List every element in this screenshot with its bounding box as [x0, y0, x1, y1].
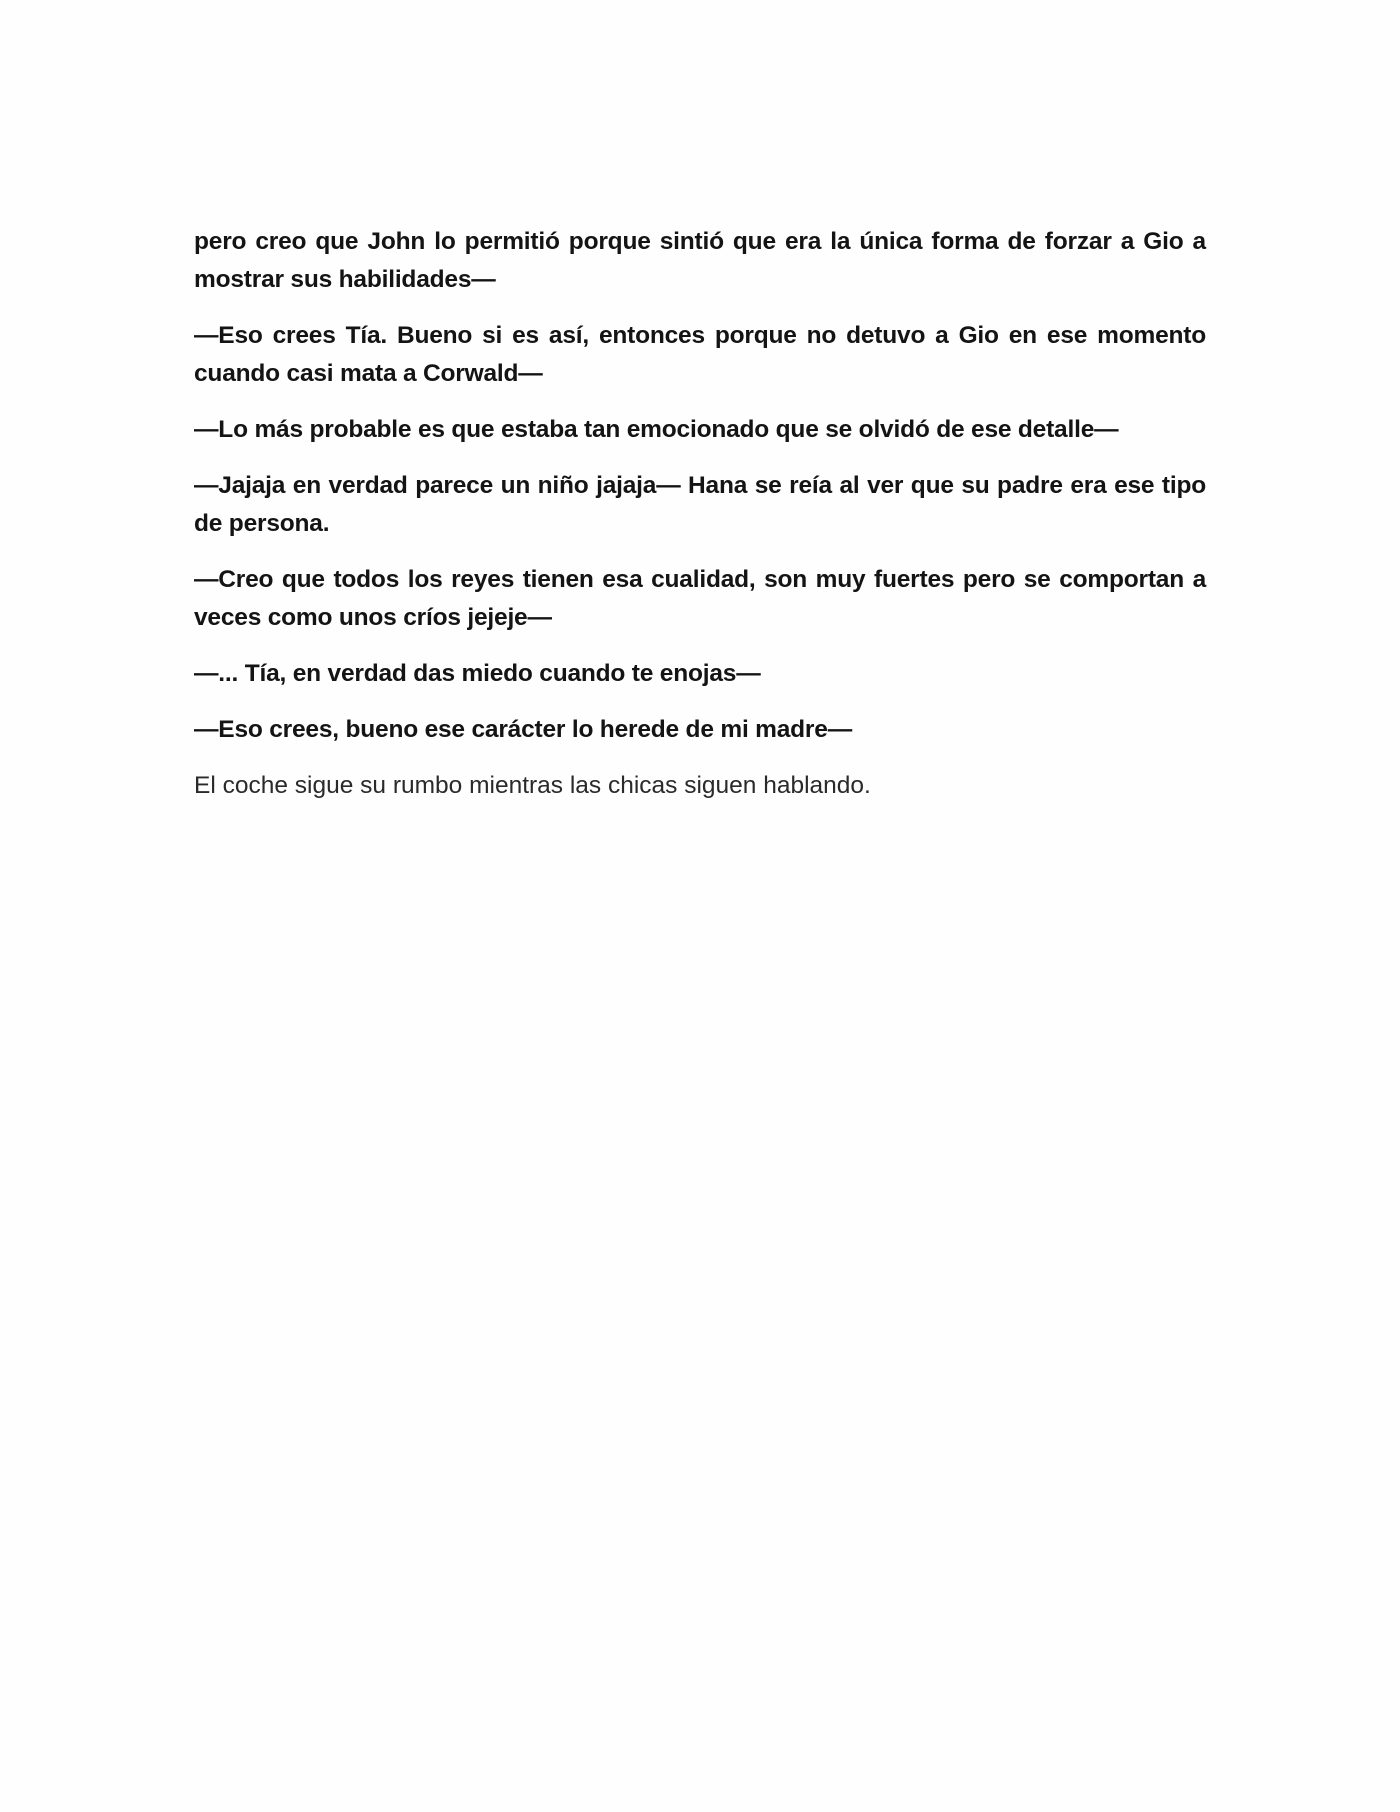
- paragraph-1: pero creo que John lo permitió porque sintió que era la única forma de forzar a Gio a mostrar sus habilidades—: [194, 228, 1206, 293]
- text-body: [194, 223, 1206, 823]
- paragraph-3: —Lo más probable es que estaba tan emocionado que se olvidó de ese detalle—: [194, 416, 1119, 443]
- paragraph-6: —... Tía, en verdad das miedo cuando te enojas—: [194, 660, 761, 687]
- paragraph-8: El coche sigue su rumbo mientras las chicas siguen hablando.: [194, 772, 871, 799]
- paragraph-5: —Creo que todos los reyes tienen esa cualidad, son muy fuertes pero se comportan a veces como unos críos jejeje—: [194, 566, 1206, 631]
- paragraph-2: —Eso crees Tía. Bueno si es así, entonces porque no detuvo a Gio en ese momento cuando casi mata a Corwald—: [194, 322, 1206, 387]
- paragraph-7: —Eso crees, bueno ese carácter lo herede de mi madre—: [194, 716, 852, 743]
- paragraph-4: —Jajaja en verdad parece un niño jajaja— Hana se reía al ver que su padre era ese tipo de persona.: [194, 472, 1206, 537]
